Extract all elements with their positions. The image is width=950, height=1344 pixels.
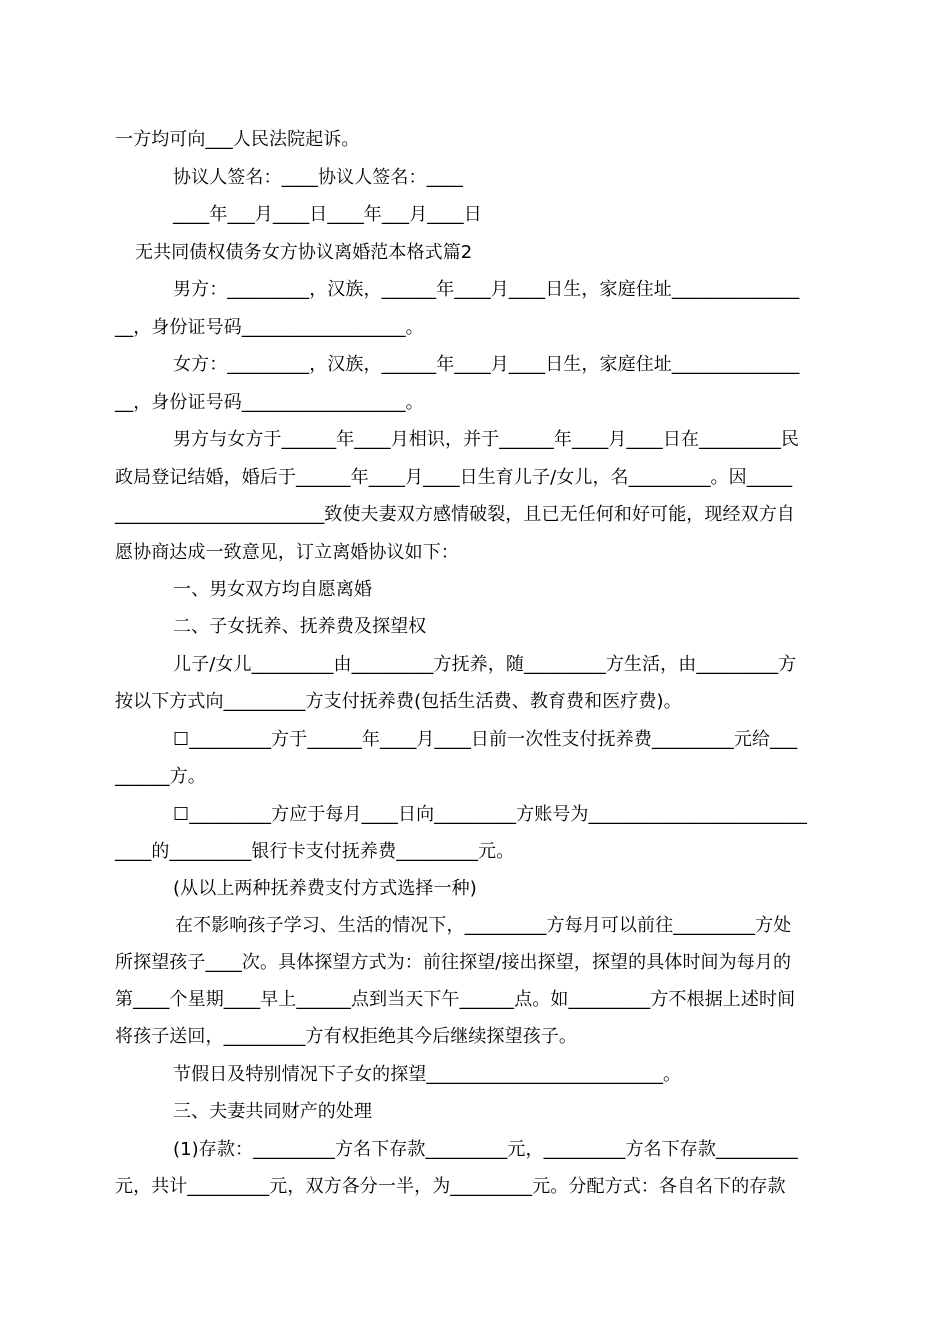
text-line: 按以下方式向_________方支付抚养费(包括生活费、教育费和医疗费)。 [115,691,682,712]
checkbox-option: ☐_________方应于每月____日向_________方账号为________________________ [173,804,807,825]
signature-line: 协议人签名：____协议人签名：____ [173,167,463,188]
section-heading: 无共同债权债务女方协议离婚范本格式篇2 [135,242,473,263]
text-line: 男方：_________，汉族，______年____月____日生，家庭住址______________ [173,279,800,300]
text-line: __，身份证号码__________________。 [115,317,424,338]
text-line: 一方均可向___人民法院起诉。 [115,129,360,150]
text-line: 政局登记结婚，婚后于______年____月____日生育儿子/女儿，名_________。因_____ [115,467,793,488]
checkbox-option: ☐_________方于______年____月____日前一次性支付抚养费_________元给___ [173,729,798,750]
text-line: (1)存款：_________方名下存款_________元，_________方名下存款_________ [173,1139,798,1160]
text-line: 元，共计_________元，双方各分一半，为_________元。分配方式：各自名下的存款 [115,1176,786,1197]
text-line: 女方：_________，汉族，______年____月____日生，家庭住址______________ [173,354,800,375]
text-line: ______方。 [115,766,206,787]
text-line: 节假日及特别情况下子女的探望__________________________。 [173,1064,682,1085]
text-line: _______________________致使夫妻双方感情破裂，且已无任何和好可能，现经双方自 [115,504,795,525]
text-line: 将孩子送回，_________方有权拒绝其今后继续探望孩子。 [115,1026,577,1047]
text-line: ____的_________银行卡支付抚养费_________元。 [115,841,515,862]
text-line: 所探望孩子____次。具体探望方式为：前往探望/接出探望，探望的具体时间为每月的 [115,952,792,973]
text-line: 第____个星期____早上______点到当天下午______点。如_________方不根据上述时间 [115,989,796,1010]
text-line: __，身份证号码__________________。 [115,392,424,413]
date-line: ____年___月____日____年___月____日 [173,204,482,225]
clause-heading: 三、夫妻共同财产的处理 [173,1101,373,1122]
text-line: 男方与女方于______年____月相识，并于______年____月____日在_________民 [173,429,800,450]
clause-heading: 一、男女双方均自愿离婚 [173,579,373,600]
text-line: 在不影响孩子学习、生活的情况下，_________方每月可以前往_________方处 [175,915,792,936]
clause-heading: 二、子女抚养、抚养费及探望权 [173,616,427,637]
text-line: 愿协商达成一致意见，订立离婚协议如下： [115,542,459,563]
text-line: 儿子/女儿_________由_________方抚养，随_________方生活，由_________方 [173,654,797,675]
text-line: (从以上两种抚养费支付方式选择一种) [173,878,477,899]
